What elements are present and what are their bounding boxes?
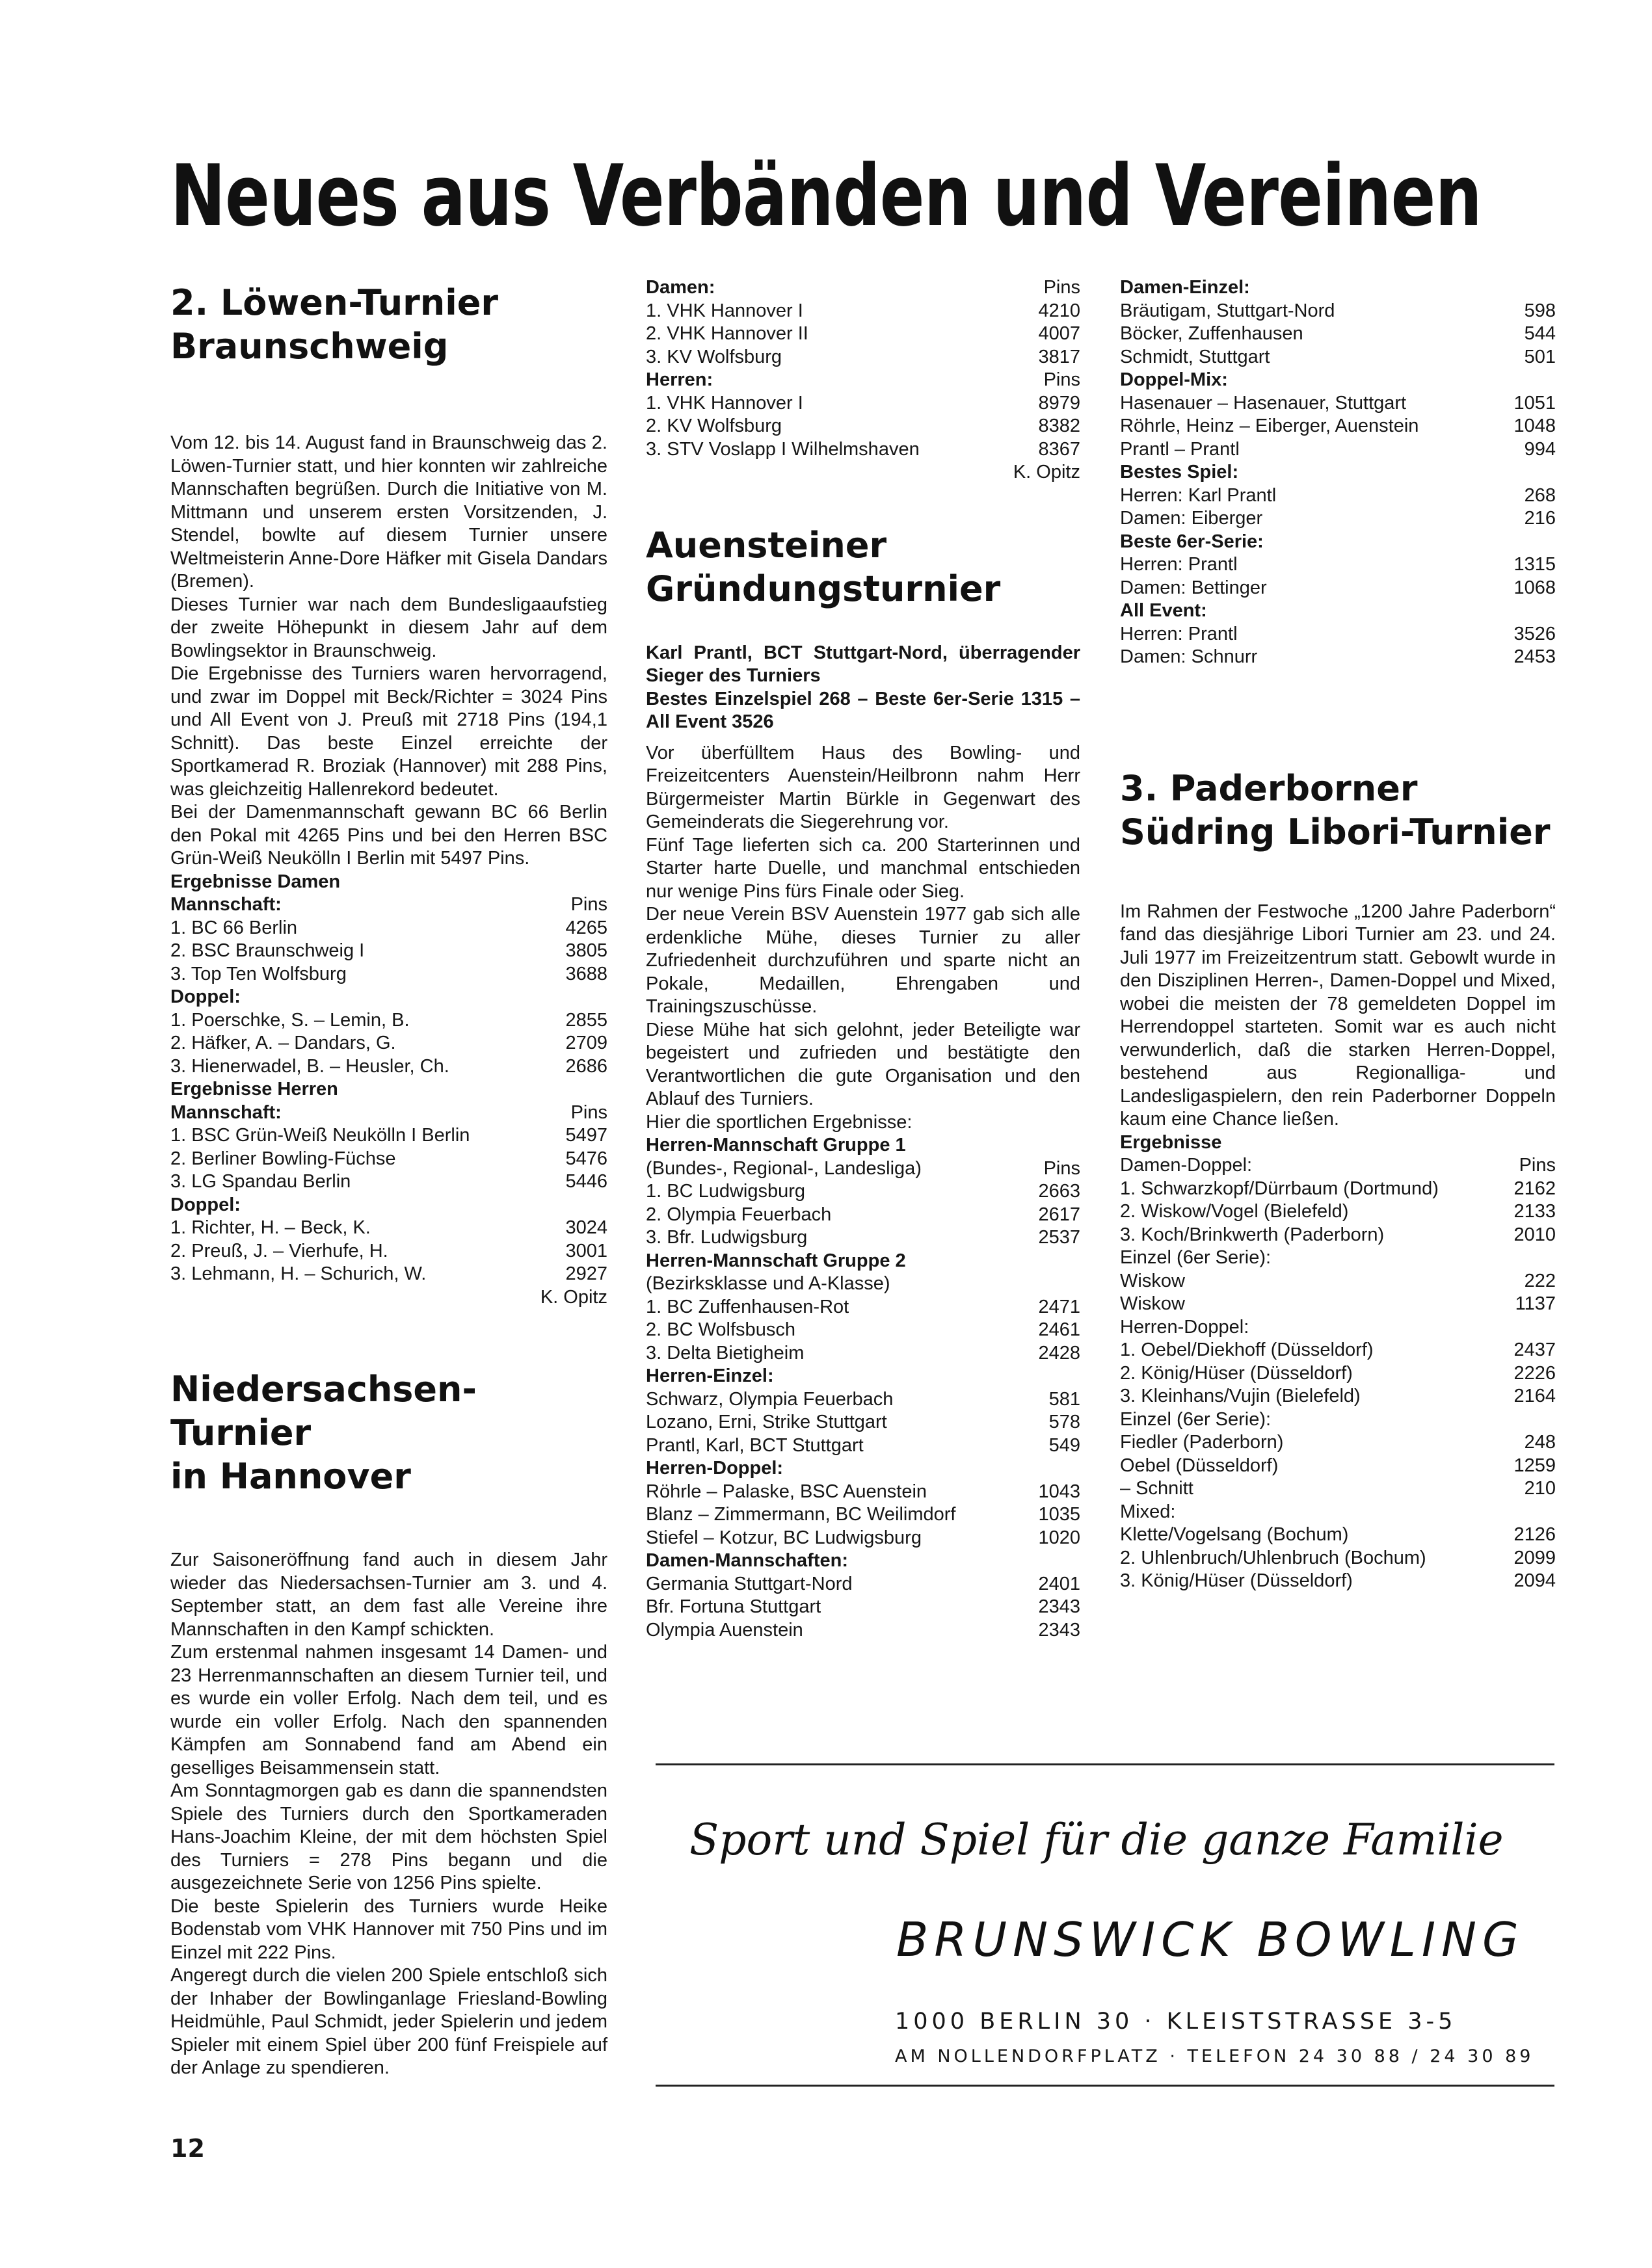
result-row bbox=[1120, 392, 1556, 415]
result-pins: 248 bbox=[1524, 1432, 1556, 1453]
result-pins: 2537 bbox=[1038, 1227, 1080, 1248]
result-name: Röhrle, Heinz – Eiberger, Auenstein bbox=[1120, 415, 1419, 436]
result-row bbox=[1120, 323, 1556, 346]
result-name: Germania Stuttgart-Nord bbox=[646, 1573, 853, 1594]
result-name: 2. Häfker, A. – Dandars, G. bbox=[170, 1033, 396, 1053]
results-subheading: Doppel-Mix: bbox=[1120, 369, 1228, 390]
niedersachsen-paragraph: Angeregt durch die vielen 200 Spiele entschloß sich der Inhaber der Bowlinganlage Friesland-Bowling Heidmühle, Paul Schmidt, jeder Spielerin und jedem Spieler mit einem Spiel über 200 fünf Freispiele auf der Anlage zu spendieren. bbox=[170, 1965, 607, 2078]
results-subheading: Mannschaft: Pins bbox=[170, 1101, 607, 1123]
results-list bbox=[1120, 1270, 1556, 1316]
result-name: 2. Berliner Bowling-Füchse bbox=[170, 1148, 396, 1169]
results-subheading: (Bezirksklasse und A-Klasse) bbox=[646, 1273, 890, 1294]
result-row bbox=[1120, 1523, 1556, 1547]
result-name: 3. Kleinhans/Vujin (Bielefeld) bbox=[1120, 1386, 1361, 1406]
result-row bbox=[646, 1434, 1080, 1458]
result-pins: 3817 bbox=[1038, 346, 1080, 367]
result-row bbox=[1120, 1547, 1556, 1570]
result-name: 2. BSC Braunschweig I bbox=[170, 940, 365, 961]
result-row bbox=[646, 1619, 1080, 1642]
result-pins: 3526 bbox=[1513, 623, 1556, 644]
result-pins: 2343 bbox=[1038, 1619, 1080, 1641]
result-name: 1. Schwarzkopf/Dürrbaum (Dortmund) bbox=[1120, 1178, 1439, 1199]
results-heading: Ergebnisse Herren bbox=[170, 1079, 338, 1100]
result-name: Damen: Eiberger bbox=[1120, 508, 1263, 529]
results-list bbox=[646, 1573, 1080, 1642]
result-row bbox=[646, 392, 1080, 415]
paderborn-title: 3. Paderborner Südring Libori-Turnier bbox=[1120, 767, 1551, 852]
results-subheading: Doppel: bbox=[170, 1194, 241, 1215]
column-2 bbox=[646, 276, 1080, 1642]
results-subheading: Damen: Pins bbox=[646, 277, 1080, 298]
author: K. Opitz bbox=[540, 1286, 607, 1308]
result-name: 2. BC Wolfsbusch bbox=[646, 1319, 795, 1340]
results-heading: Ergebnisse Damen bbox=[170, 871, 341, 892]
result-pins: 5476 bbox=[565, 1148, 607, 1169]
result-pins: 2709 bbox=[565, 1033, 607, 1053]
result-name: 2. Preuß, J. – Vierhufe, H. bbox=[170, 1240, 388, 1261]
result-pins: 2126 bbox=[1513, 1524, 1556, 1545]
result-row bbox=[170, 963, 607, 986]
result-row bbox=[1120, 1178, 1556, 1201]
result-name: Fiedler (Paderborn) bbox=[1120, 1432, 1284, 1453]
results-list bbox=[646, 1180, 1080, 1250]
auenstein-paragraph: Vor überfülltem Haus des Bowling- und Freizeitcenters Auenstein/Heilbronn nahm Herr Bürgermeister Martin Bürkle in Gegenwart des Gemeinderats die Siegerehrung vor. bbox=[646, 742, 1080, 832]
result-pins: 2686 bbox=[565, 1055, 607, 1077]
results-subheading: Bestes Spiel: bbox=[1120, 462, 1239, 482]
results-subheading: Damen-Einzel: bbox=[1120, 277, 1250, 298]
auenstein-paragraph: Diese Mühe hat sich gelohnt, jeder Beteiligte war begeistert und zufrieden und bestätigte den Verantwortlichen die gute Organisation und den Ablauf des Turniers. bbox=[646, 1019, 1080, 1109]
result-pins: 501 bbox=[1524, 346, 1556, 367]
results-list bbox=[170, 1009, 607, 1079]
result-name: Wiskow bbox=[1120, 1293, 1185, 1314]
result-row bbox=[1120, 1431, 1556, 1455]
result-name: Herren: Prantl bbox=[1120, 623, 1238, 644]
result-name: 1. BSC Grün-Weiß Neukölln I Berlin bbox=[170, 1125, 470, 1146]
result-row bbox=[646, 1503, 1080, 1527]
results-list bbox=[646, 1296, 1080, 1365]
result-row bbox=[646, 1596, 1080, 1619]
results-list bbox=[170, 1124, 607, 1194]
result-pins: 2164 bbox=[1513, 1386, 1556, 1406]
result-pins: 578 bbox=[1048, 1412, 1080, 1432]
result-name: Blanz – Zimmermann, BC Weilimdorf bbox=[646, 1504, 956, 1525]
result-pins: 544 bbox=[1524, 323, 1556, 344]
result-name: 1. Oebel/Diekhoff (Düsseldorf) bbox=[1120, 1339, 1374, 1360]
result-row bbox=[170, 1124, 607, 1148]
result-name: Damen: Schnurr bbox=[1120, 646, 1258, 667]
ad-address: 1000 BERLIN 30 · KLEISTSTRASSE 3-5 bbox=[895, 2009, 1457, 2035]
result-pins: 1035 bbox=[1038, 1504, 1080, 1525]
result-row bbox=[170, 1240, 607, 1263]
result-row bbox=[646, 1204, 1080, 1227]
result-name: 3. König/Hüser (Düsseldorf) bbox=[1120, 1570, 1353, 1591]
result-name: 2. VHK Hannover II bbox=[646, 323, 808, 344]
results-subheading: (Bundes-, Regional-, Landesliga) Pins bbox=[646, 1157, 1080, 1179]
results-list bbox=[170, 1217, 607, 1286]
result-row bbox=[1120, 1570, 1556, 1593]
result-pins: 8367 bbox=[1038, 438, 1080, 460]
loewen-title: 2. Löwen-Turnier Braunschweig bbox=[170, 282, 499, 367]
results-subheading: All Event: bbox=[1120, 600, 1207, 621]
result-row bbox=[646, 1296, 1080, 1319]
result-name: 3. Bfr. Ludwigsburg bbox=[646, 1227, 808, 1248]
results-list bbox=[646, 300, 1080, 369]
results-list bbox=[646, 392, 1080, 462]
ad-brand: BRUNSWICK BOWLING bbox=[896, 1912, 1525, 1967]
niedersachsen-title: Niedersachsen-Turnier in Hannover bbox=[170, 1369, 477, 1497]
ad-slogan: Sport und Spiel für die ganze Familie bbox=[689, 1815, 1504, 1865]
result-row bbox=[1120, 1385, 1556, 1408]
niedersachsen-paragraph: Die beste Spielerin des Turniers wurde Heike Bodenstab vom VHK Hannover mit 750 Pins und im Einzel mit 222 Pins. bbox=[170, 1895, 607, 1963]
result-row bbox=[170, 1170, 607, 1194]
result-name: Bräutigam, Stuttgart-Nord bbox=[1120, 300, 1335, 321]
result-pins: 1020 bbox=[1038, 1527, 1080, 1548]
result-pins: 1137 bbox=[1515, 1293, 1556, 1314]
result-pins: 4007 bbox=[1038, 323, 1080, 344]
result-name: – Schnitt bbox=[1120, 1478, 1193, 1499]
result-name: Schmidt, Stuttgart bbox=[1120, 346, 1270, 367]
result-row bbox=[1120, 484, 1556, 508]
result-row bbox=[646, 1180, 1080, 1204]
results-list bbox=[1120, 553, 1556, 600]
result-pins: 2663 bbox=[1038, 1181, 1080, 1202]
result-name: 1. BC Zuffenhausen-Rot bbox=[646, 1296, 849, 1317]
result-row bbox=[170, 1263, 607, 1286]
result-row bbox=[646, 1573, 1080, 1596]
result-pins: 210 bbox=[1524, 1478, 1556, 1499]
column-3 bbox=[1120, 276, 1556, 1593]
results-heading: Ergebnisse bbox=[1120, 1131, 1222, 1153]
result-row bbox=[1120, 507, 1556, 531]
result-pins: 216 bbox=[1524, 508, 1556, 529]
ad-top-rule bbox=[656, 1763, 1554, 1765]
result-name: 2. König/Hüser (Düsseldorf) bbox=[1120, 1362, 1353, 1384]
result-row bbox=[1120, 1200, 1556, 1224]
result-row bbox=[170, 1217, 607, 1240]
result-name: 1. BC Ludwigsburg bbox=[646, 1181, 806, 1202]
result-pins: 1043 bbox=[1038, 1481, 1080, 1502]
result-row bbox=[1120, 300, 1556, 323]
result-name: 3. Hienerwadel, B. – Heusler, Ch. bbox=[170, 1055, 449, 1077]
result-row bbox=[646, 300, 1080, 323]
result-pins: 1051 bbox=[1513, 392, 1556, 414]
result-row bbox=[646, 438, 1080, 462]
result-row bbox=[1120, 1477, 1556, 1501]
results-subheading: Einzel (6er Serie): bbox=[1120, 1408, 1272, 1430]
result-row bbox=[170, 1148, 607, 1171]
loewen-paragraph: Bei der Damenmannschaft gewann BC 66 Berlin den Pokal mit 4265 Pins und bei den Herren BSC Grün-Weiß Neukölln I Berlin mit 5497 Pins. bbox=[170, 802, 607, 869]
result-row bbox=[1120, 1293, 1556, 1316]
result-row bbox=[646, 1226, 1080, 1250]
result-pins: 1068 bbox=[1513, 577, 1556, 598]
result-row bbox=[646, 1388, 1080, 1412]
result-pins: 2162 bbox=[1513, 1178, 1556, 1199]
result-row bbox=[1120, 623, 1556, 646]
result-name: Böcker, Zuffenhausen bbox=[1120, 323, 1303, 344]
result-pins: 1048 bbox=[1513, 415, 1556, 436]
results-subheading: Mannschaft: Pins bbox=[170, 894, 607, 915]
results-subheading: Herren-Mannschaft Gruppe 2 bbox=[646, 1250, 906, 1271]
results-subheading: Doppel: bbox=[170, 986, 241, 1007]
result-name: 2. Olympia Feuerbach bbox=[646, 1204, 832, 1225]
results-subheading: Damen-Doppel: Pins bbox=[1120, 1155, 1556, 1176]
auenstein-title: Auensteiner Gründungsturnier bbox=[646, 524, 1001, 609]
result-pins: 2855 bbox=[565, 1009, 607, 1031]
result-name: 2. Uhlenbruch/Uhlenbruch (Bochum) bbox=[1120, 1547, 1426, 1568]
result-pins: 2461 bbox=[1038, 1319, 1080, 1340]
auenstein-lead: Bestes Einzelspiel 268 – Beste 6er-Serie 1315 – All Event 3526 bbox=[646, 688, 1080, 732]
result-name: Prantl – Prantl bbox=[1120, 438, 1240, 460]
result-name: 3. Delta Bietigheim bbox=[646, 1342, 805, 1364]
result-name: 1. BC 66 Berlin bbox=[170, 917, 298, 938]
result-name: 2. KV Wolfsburg bbox=[646, 415, 782, 436]
result-pins: 2401 bbox=[1038, 1573, 1080, 1594]
page-number: 12 bbox=[170, 2134, 205, 2163]
result-name: 2. Wiskow/Vogel (Bielefeld) bbox=[1120, 1201, 1349, 1222]
result-pins: 1315 bbox=[1513, 554, 1556, 575]
result-pins: 2343 bbox=[1038, 1596, 1080, 1617]
result-pins: 2094 bbox=[1513, 1570, 1556, 1591]
result-row bbox=[646, 1527, 1080, 1550]
result-pins: 5497 bbox=[565, 1125, 607, 1146]
result-row bbox=[1120, 1362, 1556, 1386]
auenstein-lead: Karl Prantl, BCT Stuttgart-Nord, überragender Sieger des Turniers bbox=[646, 642, 1080, 686]
result-name: Herren: Prantl bbox=[1120, 554, 1238, 575]
result-name: Bfr. Fortuna Stuttgart bbox=[646, 1596, 821, 1617]
column-1 bbox=[170, 276, 607, 2080]
result-row bbox=[646, 1481, 1080, 1504]
result-row bbox=[170, 917, 607, 940]
result-name: 3. Lehmann, H. – Schurich, W. bbox=[170, 1263, 427, 1284]
result-row bbox=[1120, 553, 1556, 577]
loewen-paragraph: Vom 12. bis 14. August fand in Braunschweig das 2. Löwen-Turnier statt, und hier konnten wir zahlreiche Mannschaften begrüßen. Durch die Initiative von M. Mittmann und unserem ersten Vorsitzenden, J. Stendel, bowlte auf diesem Turnier unsere Weltmeisterin Anne-Dore Häfker mit Gisela Dandars (Bremen). bbox=[170, 432, 607, 592]
result-pins: 1259 bbox=[1513, 1455, 1556, 1476]
ad-bottom-rule bbox=[656, 2085, 1554, 2087]
result-row bbox=[170, 1032, 607, 1055]
result-pins: 2471 bbox=[1038, 1296, 1080, 1317]
result-name: Damen: Bettinger bbox=[1120, 577, 1267, 598]
result-name: 3. STV Voslapp I Wilhelmshaven bbox=[646, 438, 920, 460]
result-row bbox=[646, 1342, 1080, 1365]
result-pins: 581 bbox=[1048, 1388, 1080, 1410]
result-row bbox=[646, 1319, 1080, 1342]
result-pins: 8979 bbox=[1038, 392, 1080, 414]
page-title: Neues aus Verbänden und Vereinen bbox=[170, 146, 1482, 245]
result-name: Olympia Auenstein bbox=[646, 1619, 803, 1641]
result-pins: 3688 bbox=[565, 963, 607, 984]
results-list bbox=[1120, 1178, 1556, 1247]
loewen-paragraph: Die Ergebnisse des Turniers waren hervorragend, und zwar im Doppel mit Beck/Richter = 3024 Pins und All Event von J. Preuß mit 2718 Pins (194,1 Schnitt). Das beste Einzel erreichte der Sportkamerad R. Broziak (Hannover) mit 288 Pins, was gleichzeitig Hallenrekord bedeutet. bbox=[170, 663, 607, 800]
result-name: Schwarz, Olympia Feuerbach bbox=[646, 1388, 894, 1410]
result-name: Klette/Vogelsang (Bochum) bbox=[1120, 1524, 1349, 1545]
results-list bbox=[170, 917, 607, 986]
result-row bbox=[646, 346, 1080, 369]
result-pins: 222 bbox=[1524, 1270, 1556, 1291]
result-name: 3. Koch/Brinkwerth (Paderborn) bbox=[1120, 1224, 1385, 1245]
result-pins: 268 bbox=[1524, 484, 1556, 506]
result-name: Wiskow bbox=[1120, 1270, 1185, 1291]
auenstein-paragraph: Hier die sportlichen Ergebnisse: bbox=[646, 1111, 913, 1133]
loewen-paragraph: Dieses Turnier war nach dem Bundesligaaufstieg der zweite Höhepunkt in diesem Jahr auf dem Bowlingsektor in Braunschweig. bbox=[170, 594, 607, 661]
niedersachsen-paragraph: Am Sonntagmorgen gab es dann die spannendsten Spiele des Turniers durch den Sportkameraden Hans-Joachim Kleine, der mit dem höchsten Spiel des Turniers = 278 Pins begann und die ausgezeichnete Serie von 1256 Pins spielte. bbox=[170, 1780, 607, 1893]
results-list bbox=[646, 1388, 1080, 1458]
results-subheading: Einzel (6er Serie): bbox=[1120, 1247, 1272, 1268]
result-pins: 3001 bbox=[565, 1240, 607, 1261]
auenstein-paragraph: Fünf Tage lieferten sich ca. 200 Starterinnen und Starter harte Duelle, und manchmal entschieden nur wenige Pins fürs Finale oder Sieg. bbox=[646, 834, 1080, 902]
results-list bbox=[1120, 1431, 1556, 1501]
result-row bbox=[1120, 646, 1556, 669]
result-pins: 8382 bbox=[1038, 415, 1080, 436]
result-name: 3. Top Ten Wolfsburg bbox=[170, 963, 347, 984]
result-name: 3. LG Spandau Berlin bbox=[170, 1171, 351, 1192]
results-list bbox=[1120, 392, 1556, 462]
paderborn-paragraph: Im Rahmen der Festwoche „1200 Jahre Paderborn“ fand das diesjährige Libori Turnier am 23. und 24. Juli 1977 im Freizeitzentrum statt. Gebowlt wurde in den Disziplinen Herren-, Damen-Doppel und Mixed, wobei die meisten der 78 gemeldeten Doppel im Herrendoppel starteten. Somit war es auch nicht verwunderlich, daß die starken Herren-Doppel, bestehend aus Regionalliga- und Landesligaspielern, den rein Paderborner Doppeln kaum eine Chance ließen. bbox=[1120, 901, 1556, 1129]
result-pins: 4265 bbox=[565, 917, 607, 938]
result-name: Hasenauer – Hasenauer, Stuttgart bbox=[1120, 392, 1407, 414]
results-subheading: Herren-Doppel: bbox=[1120, 1316, 1249, 1338]
results-subheading: Herren-Mannschaft Gruppe 1 bbox=[646, 1135, 906, 1155]
result-pins: 2927 bbox=[565, 1263, 607, 1284]
result-name: Herren: Karl Prantl bbox=[1120, 484, 1277, 506]
results-list bbox=[1120, 300, 1556, 369]
result-row bbox=[1120, 415, 1556, 438]
result-row bbox=[170, 1009, 607, 1033]
results-subheading: Herren-Einzel: bbox=[646, 1365, 774, 1386]
results-list bbox=[1120, 484, 1556, 531]
result-row bbox=[170, 1055, 607, 1079]
result-name: Röhrle – Palaske, BSC Auenstein bbox=[646, 1481, 927, 1502]
ad-phone: AM NOLLENDORFPLATZ · TELEFON 24 30 88 / 24 30 89 bbox=[895, 2046, 1534, 2066]
results-list bbox=[1120, 1523, 1556, 1593]
result-name: 1. Richter, H. – Beck, K. bbox=[170, 1217, 371, 1238]
results-list bbox=[646, 1481, 1080, 1550]
result-pins: 994 bbox=[1524, 438, 1556, 460]
result-row bbox=[1120, 346, 1556, 369]
results-list bbox=[1120, 623, 1556, 669]
results-subheading: Herren: Pins bbox=[646, 369, 1080, 390]
result-pins: 4210 bbox=[1038, 300, 1080, 321]
result-name: Stiefel – Kotzur, BC Ludwigsburg bbox=[646, 1527, 922, 1548]
result-name: 1. VHK Hannover I bbox=[646, 392, 803, 414]
result-name: Prantl, Karl, BCT Stuttgart bbox=[646, 1434, 864, 1456]
result-pins: 2099 bbox=[1513, 1547, 1556, 1568]
result-row bbox=[1120, 1339, 1556, 1362]
result-name: 3. KV Wolfsburg bbox=[646, 346, 782, 367]
result-pins: 2453 bbox=[1513, 646, 1556, 667]
result-pins: 5446 bbox=[565, 1171, 607, 1192]
result-row bbox=[1120, 1270, 1556, 1293]
result-row bbox=[1120, 1455, 1556, 1478]
result-pins: 2010 bbox=[1513, 1224, 1556, 1245]
result-pins: 3024 bbox=[565, 1217, 607, 1238]
result-pins: 2617 bbox=[1038, 1204, 1080, 1225]
niedersachsen-paragraph: Zur Saisoneröffnung fand auch in diesem Jahr wieder das Niedersachsen-Turnier am 3. und 4. September statt, an dem fast alle Vereine ihre Mannschaften in den Kampf schickten. bbox=[170, 1549, 607, 1640]
results-subheading: Beste 6er-Serie: bbox=[1120, 531, 1264, 552]
result-name: 1. Poerschke, S. – Lemin, B. bbox=[170, 1009, 410, 1031]
results-subheading: Herren-Doppel: bbox=[646, 1458, 784, 1479]
result-row bbox=[1120, 577, 1556, 600]
result-row bbox=[646, 323, 1080, 346]
result-row bbox=[1120, 438, 1556, 462]
results-subheading: Damen-Mannschaften: bbox=[646, 1550, 848, 1571]
result-pins: 598 bbox=[1524, 300, 1556, 321]
author: K. Opitz bbox=[1013, 462, 1080, 482]
result-pins: 2437 bbox=[1513, 1339, 1556, 1360]
result-name: Oebel (Düsseldorf) bbox=[1120, 1455, 1279, 1476]
result-pins: 2226 bbox=[1513, 1362, 1556, 1384]
niedersachsen-paragraph: Zum erstenmal nahmen insgesamt 14 Damen- und 23 Herrenmannschaften an diesem Turnier teil, und es wurde ein voller Erfolg. Nach dem teil, und es wurde ein voller Erfolg. Nach den spannenden Kämpfen am Sonnabend fand am Abend ein geselliges Beisammensein statt. bbox=[170, 1642, 607, 1778]
result-row bbox=[1120, 1224, 1556, 1247]
result-row bbox=[170, 940, 607, 963]
results-list bbox=[1120, 1339, 1556, 1408]
result-pins: 549 bbox=[1048, 1434, 1080, 1456]
auenstein-paragraph: Der neue Verein BSV Auenstein 1977 gab sich alle erdenkliche Mühe, dieses Turnier zu aller Zufriedenheit durchzuführen und sparte nicht an Pokale, Medaillen, Ehrengaben und Trainingszuschüsse. bbox=[646, 904, 1080, 1017]
result-row bbox=[646, 415, 1080, 438]
result-pins: 2428 bbox=[1038, 1342, 1080, 1364]
result-row bbox=[646, 1411, 1080, 1434]
result-name: Lozano, Erni, Strike Stuttgart bbox=[646, 1412, 887, 1432]
result-pins: 2133 bbox=[1513, 1201, 1556, 1222]
result-name: 1. VHK Hannover I bbox=[646, 300, 803, 321]
result-pins: 3805 bbox=[565, 940, 607, 961]
results-subheading: Mixed: bbox=[1120, 1501, 1176, 1522]
